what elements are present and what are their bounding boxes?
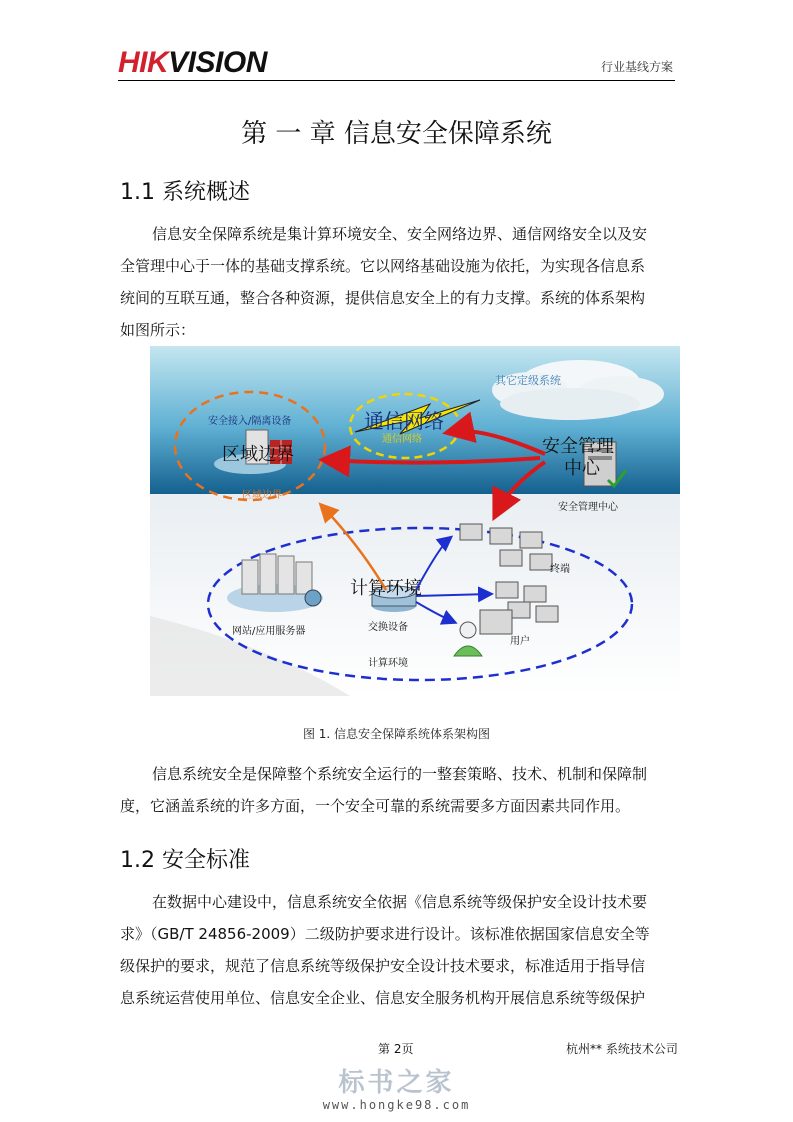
label-comm-network-big: 通信网络 xyxy=(364,409,444,433)
watermark-title: 标书之家 xyxy=(338,1068,455,1098)
chapter-title: 第 一 章 信息安全保障系统 xyxy=(241,119,552,149)
hikvision-logo xyxy=(118,46,267,80)
paragraph-overview xyxy=(120,218,676,346)
label-comm-network-small: 通信网络 xyxy=(382,434,422,445)
section-heading-overview: 1.1 系统概述 xyxy=(120,180,250,205)
label-switch: 交换设备 xyxy=(368,622,408,633)
footer-company: 杭州** 系统技术公司 xyxy=(566,1042,678,1056)
paragraph-line: 求》（GB/T 24856-2009）二级防护要求进行设计。该标准依据国家信息安全等 xyxy=(120,925,650,943)
figure-caption: 图 1. 信息安全保障系统体系架构图 xyxy=(302,727,491,741)
paragraph-line: 如图所示： xyxy=(120,321,196,339)
label-access-device: 安全接入/隔离设备 xyxy=(208,416,292,427)
paragraph-security-definition xyxy=(120,758,676,822)
label-region-boundary-big: 区域边界 xyxy=(222,444,294,465)
paragraph-line: 在数据中心建设中，信息系统安全依据《信息系统等级保护安全设计技术要 xyxy=(152,893,648,911)
paragraph-line: 信息系统安全是保障整个系统安全运行的一整套策略、技术、机制和保障制 xyxy=(152,765,648,783)
paragraph-line: 度，它涵盖系统的许多方面，一个安全可靠的系统需要多方面因素共同作用。 xyxy=(120,797,631,815)
label-other-system: 其它定级系统 xyxy=(495,374,561,387)
paragraph-standards xyxy=(120,886,676,1014)
paragraph-line: 统间的互联互通，整合各种资源，提供信息安全上的有力支撑。系统的体系架构 xyxy=(120,289,646,307)
label-mgmt-center-big-2: 中心 xyxy=(564,458,600,479)
logo-black-part: VISION xyxy=(168,46,267,79)
page-number: 第 2页 xyxy=(378,1042,414,1056)
paragraph-line: 息系统运营使用单位、信息安全企业、信息安全服务机构开展信息系统等级保护 xyxy=(120,989,646,1007)
architecture-diagram xyxy=(150,346,680,696)
label-mgmt-center-big-1: 安全管理 xyxy=(542,436,614,457)
watermark-url: www.hongke98.com xyxy=(322,1098,471,1112)
label-terminal: 终端 xyxy=(550,564,570,575)
label-user: 用户 xyxy=(510,636,530,647)
label-compute-env-small: 计算环境 xyxy=(368,658,408,669)
header-doc-type: 行业基线方案 xyxy=(600,60,673,74)
logo-red-part: HIK xyxy=(118,46,169,79)
label-compute-env-big: 计算环境 xyxy=(350,578,422,599)
label-region-boundary-small: 区域边界 xyxy=(242,490,282,501)
paragraph-line: 信息安全保障系统是集计算环境安全、安全网络边界、通信网络安全以及安 xyxy=(152,225,648,243)
section-heading-standards: 1.2 安全标准 xyxy=(120,848,250,873)
paragraph-line: 级保护的要求，规范了信息系统等级保护安全设计技术要求，标准适用于指导信 xyxy=(120,957,646,975)
paragraph-line: 全管理中心于一体的基础支撑系统。它以网络基础设施为依托，为实现各信息系 xyxy=(120,257,646,275)
label-servers: 网站/应用服务器 xyxy=(232,626,306,637)
label-mgmt-center-small: 安全管理中心 xyxy=(558,502,618,513)
header-divider xyxy=(118,80,675,81)
